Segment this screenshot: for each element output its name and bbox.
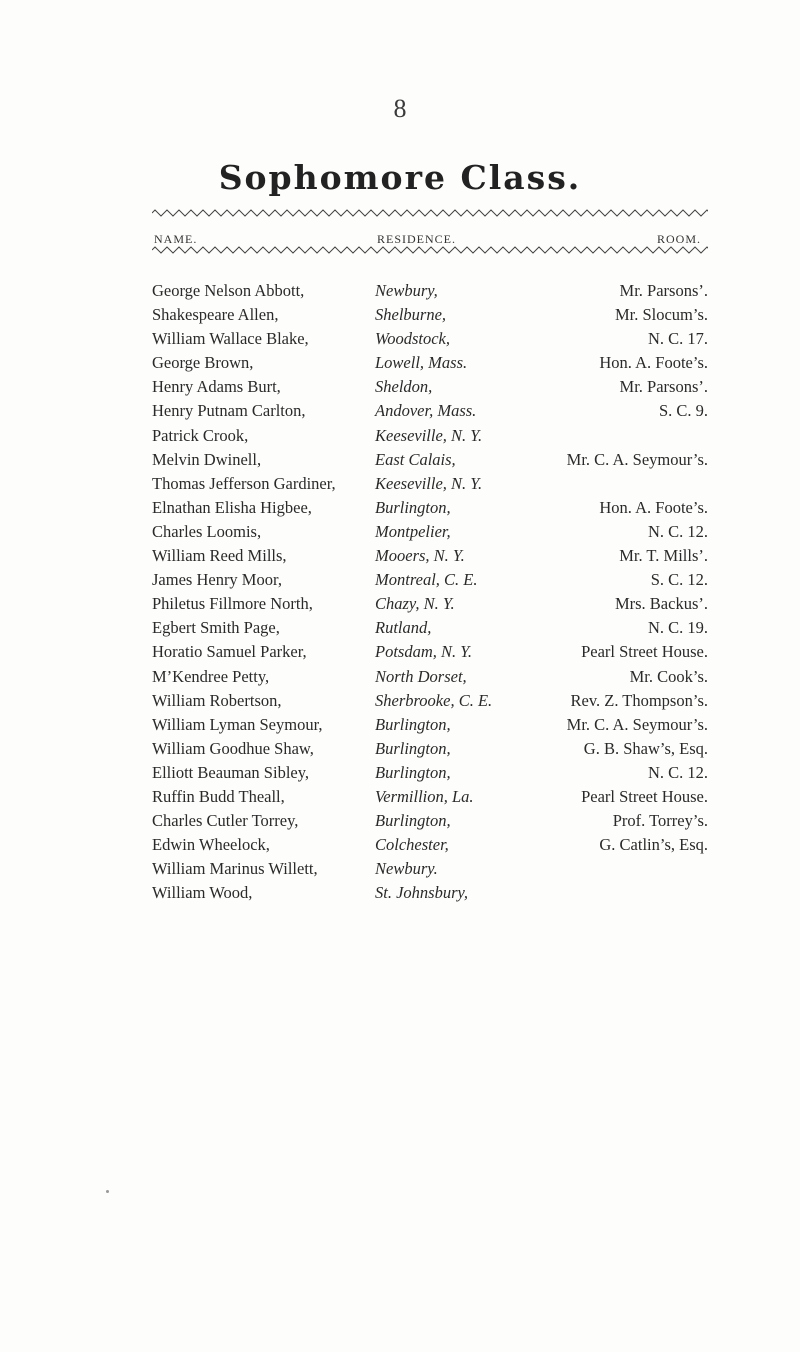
student-room: Pearl Street House. (581, 786, 708, 806)
student-row (0, 327, 800, 351)
student-name: Shakespeare Allen, (152, 305, 279, 325)
student-residence: Chazy, N. Y. (375, 594, 455, 614)
student-name: George Brown, (152, 353, 254, 373)
student-room: S. C. 9. (658, 401, 708, 421)
student-residence: Burlington, (375, 811, 451, 831)
student-room: Mr. C. A. Seymour’s. (566, 714, 708, 734)
student-name: Henry Adams Burt, (152, 377, 281, 397)
student-residence: Andover, Mass. (375, 401, 477, 421)
student-name: William Lyman Seymour, (152, 714, 323, 734)
column-header-name: NAME. (154, 232, 198, 246)
student-name: Elnathan Elisha Higbee, (152, 497, 312, 517)
student-room: Mr. Parsons’. (619, 377, 708, 397)
student-row (0, 399, 800, 423)
student-row (0, 496, 800, 520)
student-row (0, 689, 800, 713)
student-name: Egbert Smith Page, (152, 618, 280, 638)
student-row (0, 279, 800, 303)
student-room: G. Catlin’s, Esq. (599, 835, 708, 855)
student-name: Charles Cutler Torrey, (152, 811, 299, 831)
student-name: William Goodhue Shaw, (152, 738, 314, 758)
student-name: Edwin Wheelock, (152, 835, 270, 855)
student-name: William Reed Mills, (152, 546, 287, 566)
student-row (0, 833, 800, 857)
student-name: William Robertson, (152, 690, 282, 710)
student-name: Patrick Crook, (152, 425, 249, 445)
wavy-rule-top (152, 209, 708, 217)
student-name: William Wallace Blake, (152, 329, 309, 349)
student-row (0, 809, 800, 833)
student-residence: Montpelier, (375, 521, 451, 541)
wavy-rule-bottom (152, 246, 708, 254)
student-residence: St. Johnsbury, (375, 883, 469, 903)
student-room: Mr. T. Mills’. (619, 546, 708, 566)
student-residence: Sheldon, (375, 377, 433, 397)
page-number: 8 (393, 94, 407, 123)
student-name: George Nelson Abbott, (152, 281, 305, 300)
student-roster (0, 279, 800, 905)
student-row (0, 785, 800, 809)
student-residence: Vermillion, La. (375, 786, 474, 806)
student-room: Mr. C. A. Seymour’s. (566, 449, 708, 469)
student-room: Rev. Z. Thompson’s. (570, 690, 708, 710)
student-room: Hon. A. Foote’s. (599, 353, 708, 373)
student-row (0, 424, 800, 448)
student-room: S. C. 12. (650, 570, 708, 590)
student-name: James Henry Moor, (152, 570, 282, 590)
student-row (0, 448, 800, 472)
student-room: N. C. 12. (647, 762, 708, 782)
student-row (0, 472, 800, 496)
student-residence: East Calais, (375, 449, 456, 469)
student-residence: Potsdam, N. Y. (375, 642, 473, 662)
student-room: Prof. Torrey’s. (612, 811, 708, 831)
student-row (0, 592, 800, 616)
student-residence: Newbury. (375, 859, 438, 879)
student-room: Mrs. Backus’. (614, 594, 708, 614)
student-row (0, 857, 800, 881)
student-name: Thomas Jefferson Gardiner, (152, 473, 336, 493)
student-room: N. C. 12. (647, 521, 708, 541)
student-room: N. C. 17. (647, 329, 708, 349)
student-name: Ruffin Budd Theall, (152, 786, 285, 806)
student-row (0, 568, 800, 592)
student-name: William Wood, (152, 883, 253, 903)
column-header-residence: RESIDENCE. (377, 232, 456, 246)
student-room: Mr. Slocum’s. (614, 305, 708, 325)
student-residence: Burlington, (375, 738, 451, 758)
student-row (0, 761, 800, 785)
student-row (0, 640, 800, 664)
student-residence: North Dorset, (375, 666, 467, 686)
student-row (0, 737, 800, 761)
student-residence: Mooers, N. Y. (375, 546, 465, 566)
student-residence: Keeseville, N. Y. (375, 425, 483, 445)
student-residence: Rutland, (375, 618, 432, 638)
student-residence: Burlington, (375, 762, 451, 782)
student-row (0, 881, 800, 905)
student-name: Henry Putnam Carlton, (152, 401, 306, 421)
student-room: Mr. Cook’s. (629, 666, 708, 686)
student-residence: Burlington, (375, 497, 451, 517)
student-row (0, 713, 800, 737)
student-residence: Woodstock, (375, 329, 451, 349)
student-residence: Shelburne, (375, 305, 447, 325)
student-residence: Newbury, (375, 281, 438, 300)
student-room: G. B. Shaw’s, Esq. (583, 738, 708, 758)
student-row (0, 351, 800, 375)
column-header-room: ROOM. (657, 232, 702, 246)
student-name: Horatio Samuel Parker, (152, 642, 307, 662)
ink-speck (106, 1190, 109, 1193)
student-room: N. C. 19. (647, 618, 708, 638)
student-name: Elliott Beauman Sibley, (152, 762, 310, 782)
student-name: William Marinus Willett, (152, 859, 318, 879)
student-room: Hon. A. Foote’s. (599, 497, 708, 517)
student-residence: Burlington, (375, 714, 451, 734)
page-title: Sophomore Class. (218, 158, 582, 197)
student-row (0, 375, 800, 399)
student-residence: Montreal, C. E. (375, 570, 478, 590)
student-name: Charles Loomis, (152, 521, 262, 541)
student-row (0, 544, 800, 568)
student-residence: Keeseville, N. Y. (375, 473, 483, 493)
student-name: M’Kendree Petty, (152, 666, 270, 686)
student-row (0, 520, 800, 544)
student-row (0, 616, 800, 640)
student-residence: Sherbrooke, C. E. (375, 690, 493, 710)
student-room: Mr. Parsons’. (619, 281, 708, 300)
student-row (0, 665, 800, 689)
student-residence: Colchester, (375, 835, 449, 855)
student-name: Melvin Dwinell, (152, 449, 262, 469)
student-row (0, 303, 800, 327)
student-residence: Lowell, Mass. (375, 353, 468, 373)
student-name: Philetus Fillmore North, (152, 594, 313, 614)
student-room: Pearl Street House. (581, 642, 708, 662)
